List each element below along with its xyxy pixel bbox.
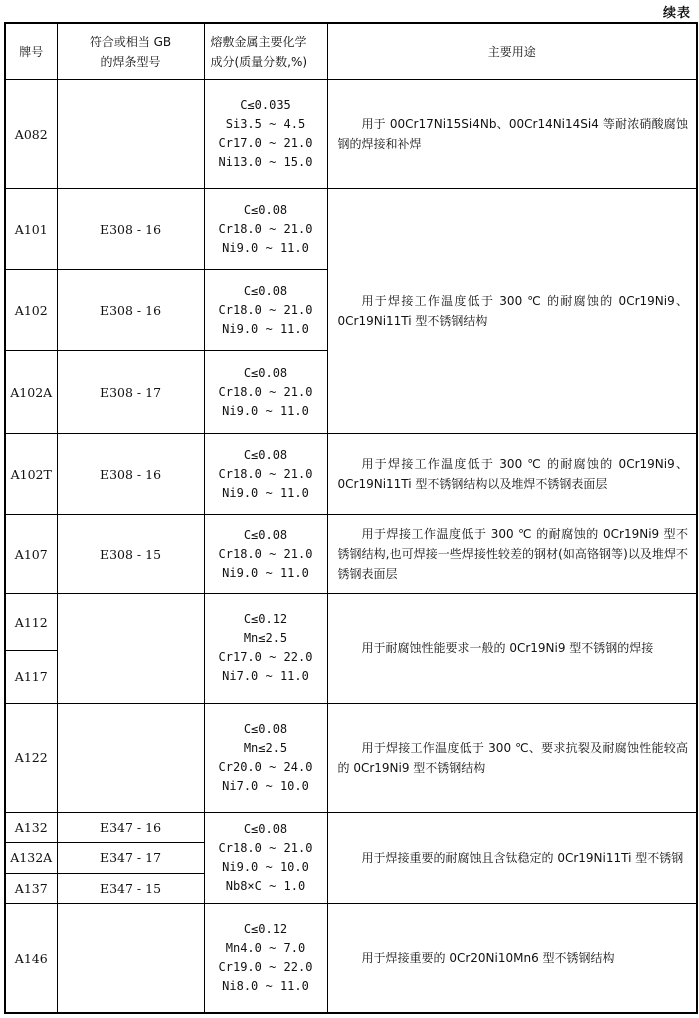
composition-cell (204, 904, 327, 1013)
composition-cell (204, 812, 327, 903)
gb-cell: E308 - 16 (57, 434, 204, 515)
brand-cell: A137 (5, 873, 57, 903)
comp-line: C≤0.08 (243, 202, 288, 217)
usage-cell: 用于耐腐蚀性能要求一般的 0Cr19Ni9 型不锈钢的焊接 (327, 594, 697, 703)
header-comp-line2: 成分(质量分数,%) (210, 54, 308, 69)
electrode-table (4, 22, 698, 1014)
composition-cell (204, 434, 327, 515)
composition-cell (204, 189, 327, 270)
comp-line: Cr19.0 ~ 22.0 (218, 960, 313, 975)
comp-line: Cr18.0 ~ 21.0 (218, 546, 313, 561)
table-row (5, 904, 697, 1013)
gb-cell: E308 - 17 (57, 351, 204, 434)
comp-line: Ni9.0 ~ 11.0 (222, 565, 309, 580)
table-row (5, 515, 697, 594)
comp-line: Cr18.0 ~ 21.0 (218, 840, 313, 855)
gb-cell (57, 904, 204, 1013)
brand-cell: A146 (5, 904, 57, 1013)
comp-line: Mn≤2.5 (243, 631, 288, 646)
gb-cell: E347 - 17 (57, 843, 204, 873)
gb-cell (57, 594, 204, 703)
comp-line: Ni9.0 ~ 11.0 (222, 321, 309, 336)
comp-line: C≤0.08 (243, 283, 288, 298)
header-composition (204, 23, 327, 80)
comp-line: Cr18.0 ~ 21.0 (218, 302, 313, 317)
comp-line: C≤0.08 (243, 821, 288, 836)
usage-cell: 用于焊接工作温度低于 300 ℃ 的耐腐蚀的 0Cr19Ni9 型不锈钢结构,也可焊接一些焊接性较差的钢材(如高铬钢等)以及堆焊不锈钢表面层 (327, 515, 697, 594)
comp-line: C≤0.08 (243, 721, 288, 736)
gb-cell: E308 - 15 (57, 515, 204, 594)
comp-line: Cr18.0 ~ 21.0 (218, 384, 313, 399)
usage-cell: 用于焊接工作温度低于 300 ℃ 的耐腐蚀的 0Cr19Ni9、0Cr19Ni11Ti 型不锈钢结构 (327, 189, 697, 434)
brand-cell: A102T (5, 434, 57, 515)
comp-line: Ni7.0 ~ 11.0 (222, 669, 309, 684)
table-row (5, 80, 697, 189)
brand-cell: A122 (5, 703, 57, 812)
header-gb-model (57, 23, 204, 80)
brand-cell: A132 (5, 812, 57, 842)
brand-cell: A101 (5, 189, 57, 270)
brand-cell: A082 (5, 80, 57, 189)
brand-cell: A102A (5, 351, 57, 434)
table-row (5, 189, 697, 270)
comp-line: Ni7.0 ~ 10.0 (222, 778, 309, 793)
table-row (5, 594, 697, 651)
comp-line: Si3.5 ~ 4.5 (225, 117, 306, 132)
brand-cell: A112 (5, 594, 57, 651)
gb-cell: E347 - 16 (57, 812, 204, 842)
comp-line: C≤0.035 (240, 98, 291, 113)
comp-line: Ni8.0 ~ 11.0 (222, 979, 309, 994)
header-comp-line1: 熔敷金属主要化学 (210, 34, 307, 49)
comp-line: Ni9.0 ~ 10.0 (222, 859, 309, 874)
gb-cell (57, 80, 204, 189)
composition-cell (204, 594, 327, 703)
table-row (5, 703, 697, 812)
composition-cell (204, 270, 327, 351)
comp-line: Mn≤2.5 (243, 740, 288, 755)
comp-line: C≤0.08 (243, 527, 288, 542)
comp-line: Cr18.0 ~ 21.0 (218, 466, 313, 481)
comp-line: Nb8×C ~ 1.0 (225, 878, 306, 893)
usage-cell: 用于焊接工作温度低于 300 ℃、要求抗裂及耐腐蚀性能较高的 0Cr19Ni9 型不锈钢结构 (327, 703, 697, 812)
comp-line: C≤0.12 (243, 612, 288, 627)
comp-line: Cr18.0 ~ 21.0 (218, 221, 313, 236)
comp-line: Cr17.0 ~ 22.0 (218, 650, 313, 665)
brand-cell: A132A (5, 843, 57, 873)
gb-cell: E347 - 15 (57, 873, 204, 903)
table-row (5, 812, 697, 842)
comp-line: Mn4.0 ~ 7.0 (225, 941, 306, 956)
comp-line: Ni9.0 ~ 11.0 (222, 403, 309, 418)
comp-line: Ni13.0 ~ 15.0 (218, 155, 313, 170)
continued-label: 续表 (662, 6, 691, 21)
usage-cell: 用于焊接重要的耐腐蚀且含钛稳定的 0Cr19Ni11Ti 型不锈钢 (327, 812, 697, 903)
gb-cell: E308 - 16 (57, 189, 204, 270)
comp-line: C≤0.08 (243, 365, 288, 380)
comp-line: Cr20.0 ~ 24.0 (218, 759, 313, 774)
comp-line: Ni9.0 ~ 11.0 (222, 240, 309, 255)
header-usage: 主要用途 (327, 23, 697, 80)
composition-cell (204, 515, 327, 594)
comp-line: C≤0.08 (243, 447, 288, 462)
usage-cell: 用于焊接工作温度低于 300 ℃ 的耐腐蚀的 0Cr19Ni9、0Cr19Ni11Ti 型不锈钢结构以及堆焊不锈钢表面层 (327, 434, 697, 515)
header-gb-line2: 的焊条型号 (100, 54, 161, 69)
composition-cell (204, 703, 327, 812)
usage-cell: 用于 00Cr17Ni15Si4Nb、00Cr14Ni14Si4 等耐浓硝酸腐蚀钢的焊接和补焊 (327, 80, 697, 189)
header-row (5, 23, 697, 80)
usage-cell: 用于焊接重要的 0Cr20Ni10Mn6 型不锈钢结构 (327, 904, 697, 1013)
brand-cell: A107 (5, 515, 57, 594)
comp-line: Cr17.0 ~ 21.0 (218, 136, 313, 151)
header-brand: 牌号 (5, 23, 57, 80)
electrode-table-container (4, 22, 696, 1014)
table-row (5, 434, 697, 515)
composition-cell (204, 80, 327, 189)
brand-cell: A117 (5, 651, 57, 704)
gb-cell: E308 - 16 (57, 270, 204, 351)
header-gb-line1: 符合或相当 GB (89, 34, 172, 49)
brand-cell: A102 (5, 270, 57, 351)
composition-cell (204, 351, 327, 434)
comp-line: Ni9.0 ~ 11.0 (222, 485, 309, 500)
comp-line: C≤0.12 (243, 922, 288, 937)
gb-cell (57, 703, 204, 812)
